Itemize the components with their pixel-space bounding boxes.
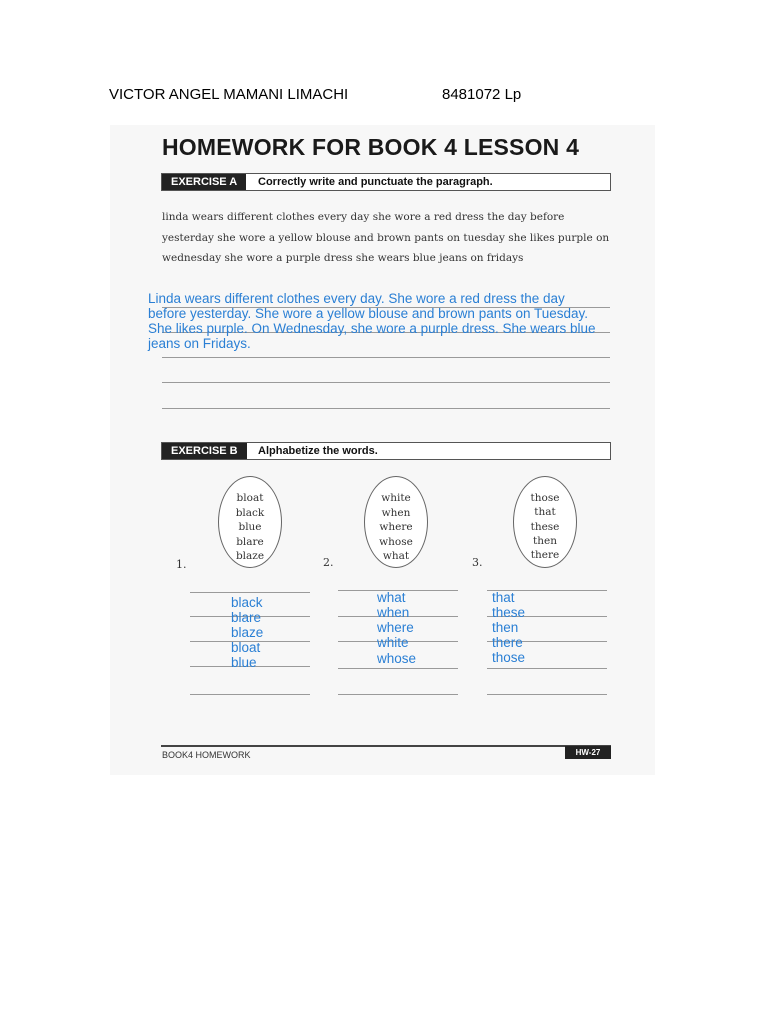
answer-word: that bbox=[492, 590, 515, 605]
oval-word: what bbox=[382, 550, 410, 562]
prompt-line-2: yesterday she wore a yellow blouse and brown pants on tuesday she likes purple on bbox=[162, 232, 610, 244]
answer-rule bbox=[162, 408, 610, 409]
answer-rule bbox=[487, 694, 607, 695]
answer-word: these bbox=[492, 605, 526, 620]
exercise-a-bar bbox=[161, 173, 611, 191]
answer-line-3: She likes purple. On Wednesday, she wore a purple dress. She wears blue bbox=[148, 321, 596, 336]
answer-rule bbox=[162, 357, 610, 358]
answer-word: there bbox=[492, 635, 523, 650]
oval-word: then bbox=[533, 535, 557, 547]
footer-page-badge: HW-27 bbox=[565, 746, 611, 759]
oval-word: bloat bbox=[236, 492, 264, 504]
oval-word: white bbox=[381, 492, 411, 504]
group-number: 2. bbox=[323, 556, 334, 569]
oval-word: where bbox=[379, 521, 413, 533]
answer-word: bloat bbox=[231, 640, 261, 655]
answer-rule bbox=[190, 694, 310, 695]
oval-word: black bbox=[235, 507, 265, 519]
group-number: 3. bbox=[472, 556, 483, 569]
exercise-b-bar bbox=[161, 442, 611, 460]
answer-word: blare bbox=[231, 610, 262, 625]
answer-line-4: jeans on Fridays. bbox=[148, 336, 251, 351]
answer-line-2: before yesterday. She wore a yellow blouse and brown pants on Tuesday. bbox=[148, 306, 589, 321]
answer-word: what bbox=[377, 590, 406, 605]
student-id: 8481072 Lp bbox=[442, 86, 522, 103]
prompt-line-1: linda wears different clothes every day she wore a red dress the day before bbox=[162, 211, 565, 223]
answer-rule bbox=[338, 694, 458, 695]
oval-word: when bbox=[381, 507, 411, 519]
prompt-line-3: wednesday she wore a purple dress she wears blue jeans on fridays bbox=[162, 252, 524, 264]
oval-word: blaze bbox=[235, 550, 265, 562]
footer-book-label: BOOK4 HOMEWORK bbox=[162, 750, 251, 760]
oval-word: these bbox=[530, 521, 560, 533]
answer-rule bbox=[162, 382, 610, 383]
answer-word: when bbox=[377, 605, 410, 620]
answer-line-1: Linda wears different clothes every day. She wore a red dress the day bbox=[148, 291, 565, 306]
answer-word: those bbox=[492, 650, 526, 665]
oval-word: that bbox=[534, 506, 556, 518]
oval-word: whose bbox=[379, 536, 413, 548]
exercise-b-instruction: Alphabetize the words. bbox=[258, 445, 378, 457]
oval-word: there bbox=[530, 549, 560, 561]
answer-rule bbox=[487, 668, 607, 669]
exercise-a-instruction: Correctly write and punctuate the paragraph. bbox=[258, 176, 493, 188]
student-name: VICTOR ANGEL MAMANI LIMACHI bbox=[109, 86, 349, 103]
exercise-a-tag: EXERCISE A bbox=[162, 174, 246, 190]
answer-word: blaze bbox=[231, 625, 264, 640]
answer-rule bbox=[338, 668, 458, 669]
group-number: 1. bbox=[176, 558, 187, 571]
oval-word: blare bbox=[236, 536, 264, 548]
answer-word: blue bbox=[231, 655, 257, 670]
answer-word: white bbox=[377, 635, 409, 650]
oval-word: those bbox=[530, 492, 560, 504]
footer-rule bbox=[161, 745, 611, 747]
answer-word: whose bbox=[377, 651, 417, 666]
answer-word: where bbox=[377, 620, 414, 635]
answer-word: then bbox=[492, 620, 519, 635]
exercise-b-tag: EXERCISE B bbox=[162, 443, 247, 459]
answer-rule bbox=[190, 592, 310, 593]
oval-word: blue bbox=[238, 521, 262, 533]
answer-word: black bbox=[231, 595, 263, 610]
worksheet-title: HOMEWORK FOR BOOK 4 LESSON 4 bbox=[162, 134, 580, 160]
